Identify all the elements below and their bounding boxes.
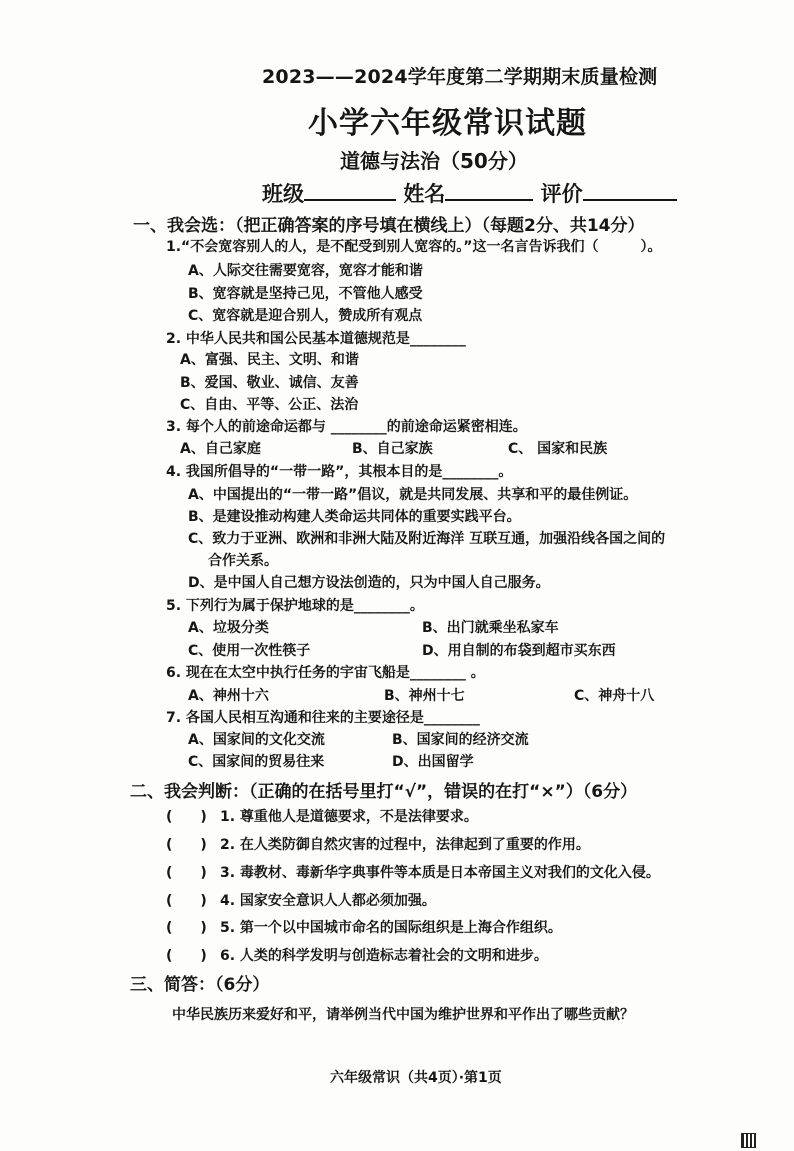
judge-item-6 [166,945,548,965]
section-1-title: 一、我会选：（把正确答案的序号填在横线上）（每题2分、共14分） [133,216,645,236]
question-6-option-c: C、神舟十八 [574,688,655,704]
question-7-stem: 7. 各国人民相互沟通和往来的主要途径是________ [166,710,480,726]
question-5-option-b: B、出门就乘坐私家车 [422,620,559,636]
exam-title: 小学六年级常识试题 [308,106,587,141]
grade-blank[interactable] [583,179,677,201]
question-4-stem: 4. 我国所倡导的“一带一路”，其根本目的是________。 [166,464,513,480]
question-5-option-d: D、用自制的布袋到超市买东西 [422,643,616,659]
judge-text-3: 3. 毒教材、毒新华字典事件等本质是日本帝国主义对我们的文化入侵。 [220,865,660,881]
question-6-option-b: B、神州十七 [384,688,465,704]
question-1-option-c: C、宽容就是迎合别人，赞成所有观点 [188,308,423,324]
question-4-option-d: D、是中国人自己想方设法创造的，只为中国人自己服务。 [188,575,550,591]
judge-item-4 [166,890,436,910]
exam-period-title: 2023——2024学年度第二学期期末质量检测 [262,66,658,88]
question-3-stem: 3. 每个人的前途命运都与 ________的前途命运紧密相连。 [166,419,527,435]
judge-item-1 [166,806,478,826]
judge-item-5 [166,917,562,937]
judge-paren-6[interactable]: ( ) [166,948,207,964]
question-5-stem: 5. 下列行为属于保护地球的是________。 [166,598,424,614]
question-2-option-c: C、自由、平等、公正、法治 [180,397,359,413]
judge-item-2 [166,834,590,854]
judge-paren-2[interactable]: ( ) [166,837,207,853]
student-info-row [262,178,677,208]
name-blank[interactable] [445,179,533,201]
question-4-option-c: C、致力于亚洲、欧洲和非洲大陆及附近海洋 互联互通，加强沿线各国之间的 [188,531,666,547]
question-6-stem: 6. 现在在太空中执行任务的宇宙飞船是________ 。 [166,665,485,681]
class-blank[interactable] [304,179,396,201]
short-answer-question: 中华民族历来爱好和平，请举例当代中国为维护世界和平作出了哪些贡献？ [172,1007,634,1023]
judge-item-3 [166,862,660,882]
question-2-option-b: B、爱国、敬业、诚信、友善 [180,375,359,391]
judge-paren-5[interactable]: ( ) [166,920,207,936]
question-6-option-a: A、神州十六 [188,688,269,704]
judge-text-1: 1. 尊重他人是道德要求，不是法律要求。 [220,809,478,825]
judge-paren-1[interactable]: ( ) [166,809,207,825]
question-1-option-a: A、人际交往需要宽容，宽容才能和谐 [188,263,423,279]
question-7-option-a: A、国家间的文化交流 [188,732,325,748]
judge-paren-4[interactable]: ( ) [166,893,207,909]
question-1-option-b: B、宽容就是坚持己见，不管他人感受 [188,286,423,302]
grade-label: 评价 [540,182,583,206]
judge-text-4: 4. 国家安全意识人人都必须加强。 [220,893,436,909]
question-3-option-b: B、自己家族 [352,441,433,457]
exam-subject: 道德与法治（50分） [340,149,528,173]
question-4-option-b: B、是建设推动构建人类命运共同体的重要实践平台。 [188,509,521,525]
question-7-option-d: D、出国留学 [392,754,474,770]
qr-code-icon [741,1133,756,1148]
question-2-stem: 2. 中华人民共和国公民基本道德规范是________ [166,331,466,347]
section-2-title: 二、我会判断：（正确的在括号里打“√”，错误的在打“×”）（6分） [130,782,638,802]
question-7-option-c: C、国家间的贸易往来 [188,754,325,770]
judge-text-2: 2. 在人类防御自然灾害的过程中，法律起到了重要的作用。 [220,837,590,853]
question-5-option-c: C、使用一次性筷子 [188,643,311,659]
judge-text-6: 6. 人类的科学发明与创造标志着社会的文明和进步。 [220,948,548,964]
question-4-option-c-cont: 合作关系。 [208,553,278,569]
question-2-option-a: A、富强、民主、文明、和谐 [180,352,359,368]
question-1-stem: 1.“不会宽容别人的人，是不配受到别人宽容的。”这一名言告诉我们（ ）。 [166,239,662,255]
name-label: 姓名 [403,182,446,206]
question-3-option-c: C、 国家和民族 [508,441,608,457]
question-7-option-b: B、国家间的经济交流 [392,732,529,748]
judge-paren-3[interactable]: ( ) [166,865,207,881]
question-3-option-a: A、自己家庭 [180,441,261,457]
class-label: 班级 [262,182,304,206]
question-4-option-a: A、中国提出的“一带一路”倡议，就是共同发展、共享和平的最佳例证。 [188,487,638,503]
section-3-title: 三、简答：（6分） [130,975,270,995]
question-5-option-a: A、垃圾分类 [188,620,269,636]
page-footer: 六年级常识（共4页）·第1页 [330,1070,502,1086]
judge-text-5: 5. 第一个以中国城市命名的国际组织是上海合作组织。 [220,920,562,936]
